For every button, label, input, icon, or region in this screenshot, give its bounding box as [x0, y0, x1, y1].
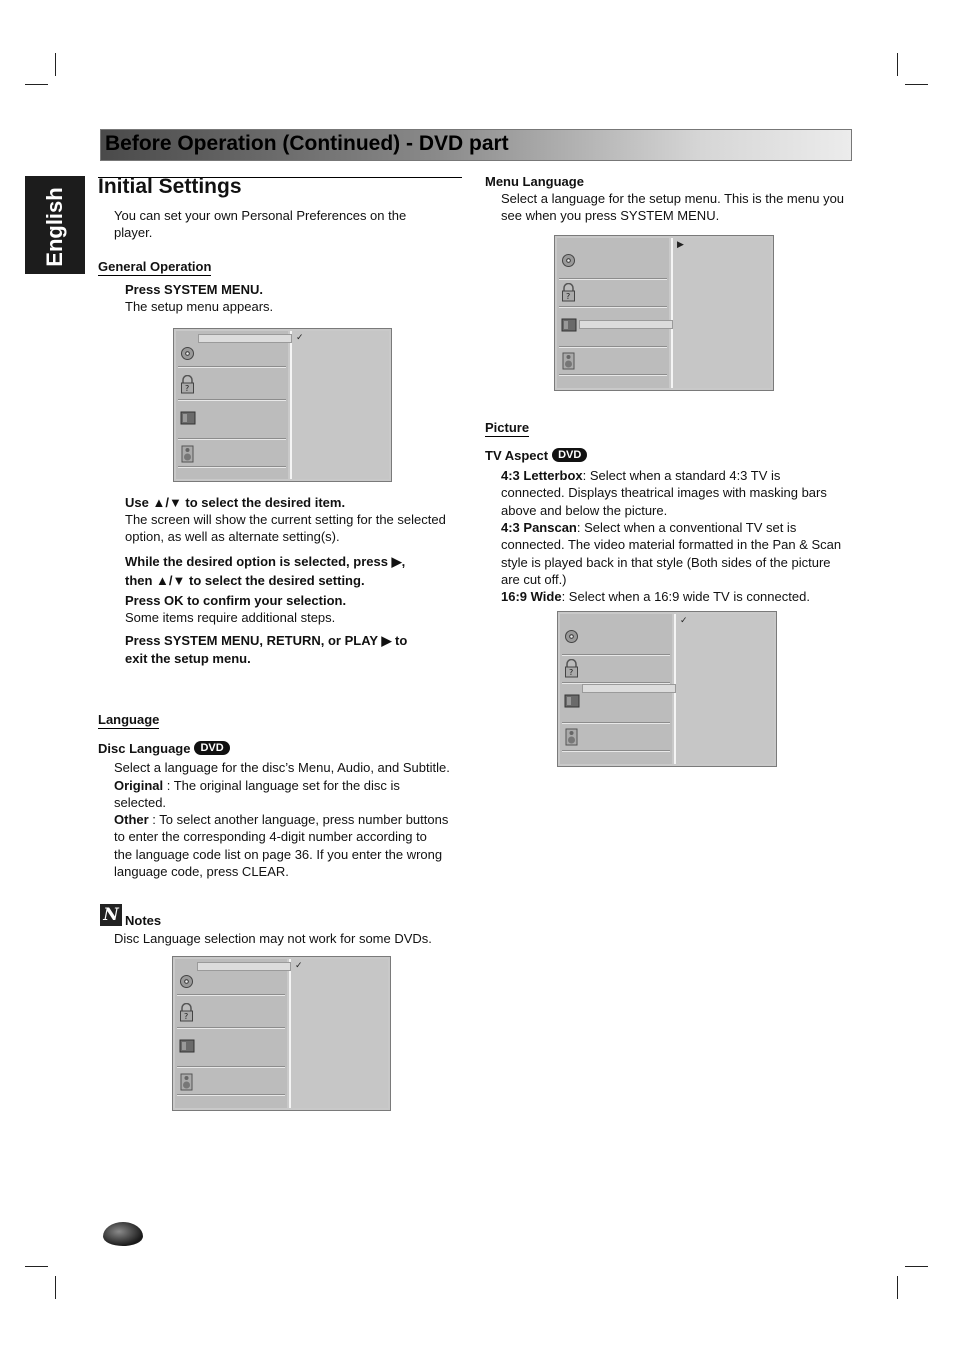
step1-text: The setup menu appears.: [125, 299, 274, 314]
letterbox-label: 4:3 Letterbox: [501, 468, 583, 483]
menu-language-screenshot: [554, 235, 774, 391]
step2-text: [125, 511, 446, 546]
other-text: language code, press CLEAR.: [114, 863, 289, 879]
disc-language-label: Disc Language: [98, 741, 191, 756]
svg-text:?: ?: [569, 668, 574, 677]
step5-instruction: [125, 632, 407, 668]
crop-mark: [25, 84, 48, 85]
panscan-text: connected. The video material formatted in the Pan & Scan: [501, 537, 842, 553]
crop-mark: [55, 1276, 56, 1299]
notes-label: Notes: [125, 913, 162, 928]
panscan-text: style is played back in that style (Both sides of the picture: [501, 554, 831, 570]
disc-icon: [180, 346, 195, 361]
side-tab-label: English: [42, 187, 67, 267]
step3-instruction: [125, 552, 405, 590]
menu-options-panel: [289, 959, 388, 1108]
lock-icon: [179, 1003, 194, 1022]
disc-language-heading: [98, 740, 230, 757]
intro-text: [114, 207, 406, 242]
speaker-icon: [561, 352, 576, 370]
letterbox-text: : Select when a standard 4:3 TV is: [582, 468, 781, 483]
intro-line: You can set your own Personal Preferences on the: [114, 208, 407, 223]
panscan-label: 4:3 Panscan: [501, 520, 577, 535]
crop-mark: [905, 1266, 928, 1267]
crop-mark: [897, 1276, 898, 1299]
picture-heading: Picture: [485, 420, 530, 435]
dvd-badge: DVD: [552, 448, 587, 462]
menu-highlight: [579, 320, 673, 329]
check-mark: ✓: [295, 960, 303, 970]
step4-text: Some items require additional steps.: [125, 610, 336, 625]
panscan-text: : Select when a conventional TV set is: [576, 520, 797, 535]
page-title: Before Operation (Continued) - DVD part: [105, 132, 509, 155]
section-title: Initial Settings: [98, 175, 242, 198]
disc-language-menu-screenshot: [172, 956, 391, 1111]
tv-aspect-menu-screenshot: [557, 611, 777, 767]
crop-mark: [25, 1266, 48, 1267]
step2-line: option, as well as alternate setting(s).: [125, 529, 340, 545]
letterbox-text: above and below the picture.: [501, 502, 668, 518]
arrow-mark: ▶: [677, 239, 684, 249]
notes-text: Disc Language selection may not work for some DVDs.: [114, 931, 432, 946]
letterbox-option: [501, 467, 827, 519]
tv-aspect-label: TV Aspect: [485, 448, 549, 463]
picture-icon: [179, 1039, 194, 1054]
step5-line: Press SYSTEM MENU, RETURN, or PLAY ▶ to: [125, 633, 408, 648]
lock-icon: [561, 283, 576, 302]
disc-language-desc: Select a language for the disc’s Menu, Audio, and Subtitle.: [114, 760, 450, 775]
menu-highlight: [198, 334, 292, 343]
check-mark: ✓: [296, 332, 304, 342]
page-number-tab: [103, 1222, 143, 1246]
dvd-badge: DVD: [194, 741, 229, 755]
step3-line: then ▲/▼ to select the desired setting.: [125, 573, 365, 588]
lock-icon: [564, 659, 579, 678]
wide-label: 16:9 Wide: [501, 589, 562, 604]
menu-language-heading: Menu Language: [485, 174, 584, 189]
lock-icon: [180, 375, 195, 394]
picture-icon: [561, 318, 576, 333]
picture-icon: [564, 694, 579, 709]
panscan-text: are cut off.): [501, 571, 567, 587]
crop-mark: [905, 84, 928, 85]
menu-language-line: see when you press SYSTEM MENU.: [501, 208, 720, 224]
menu-highlight: [197, 962, 291, 971]
panscan-option: [501, 519, 841, 588]
svg-text:?: ?: [184, 1012, 189, 1021]
step5-line: exit the setup menu.: [125, 651, 251, 666]
setup-menu-screenshot: [173, 328, 392, 482]
disc-icon: [564, 629, 579, 644]
letterbox-text: connected. Displays theatrical images with masking bars: [501, 485, 827, 501]
step2-line: The screen will show the current setting for the selected: [125, 512, 446, 527]
menu-language-text: [501, 190, 844, 225]
svg-text:?: ?: [185, 384, 190, 393]
original-text: selected.: [114, 795, 167, 811]
wide-option: [501, 588, 810, 605]
menu-options-panel: [671, 238, 771, 388]
intro-line: player.: [114, 225, 153, 241]
step3-line: While the desired option is selected, press ▶,: [125, 554, 406, 569]
other-option: [114, 811, 448, 880]
other-text: the language code list on page 36. If you enter the wrong: [114, 846, 443, 862]
general-operation-heading: General Operation: [98, 259, 212, 274]
step1-instruction: Press SYSTEM MENU.: [125, 282, 263, 297]
crop-mark: [55, 53, 56, 76]
crop-mark: [897, 53, 898, 76]
original-label: Original: [114, 778, 164, 793]
step2-instruction: Use ▲/▼ to select the desired item.: [125, 495, 346, 510]
language-heading: Language: [98, 712, 160, 727]
section-banner: [100, 129, 852, 161]
other-text: to enter the corresponding 4-digit number according to: [114, 829, 427, 845]
wide-text: : Select when a 16:9 wide TV is connected.: [561, 589, 810, 604]
tv-aspect-heading: [485, 447, 587, 464]
check-mark: ✓: [680, 615, 688, 625]
other-label: Other: [114, 812, 149, 827]
disc-icon: [561, 253, 576, 268]
speaker-icon: [564, 728, 579, 746]
notes-icon: N: [100, 904, 122, 926]
disc-icon: [179, 974, 194, 989]
original-text: : The original language set for the disc is: [163, 778, 400, 793]
speaker-icon: [179, 1073, 194, 1091]
other-text: : To select another language, press number buttons: [148, 812, 449, 827]
menu-options-panel: [674, 614, 774, 764]
original-option: [114, 777, 400, 812]
picture-icon: [180, 411, 195, 426]
language-side-tab: [25, 176, 85, 274]
step4-instruction: Press OK to confirm your selection.: [125, 593, 347, 608]
speaker-icon: [180, 445, 195, 463]
menu-highlight: [582, 684, 676, 693]
svg-text:?: ?: [566, 292, 571, 301]
menu-options-panel: [290, 331, 389, 479]
menu-language-line: Select a language for the setup menu. This is the menu you: [501, 191, 845, 206]
